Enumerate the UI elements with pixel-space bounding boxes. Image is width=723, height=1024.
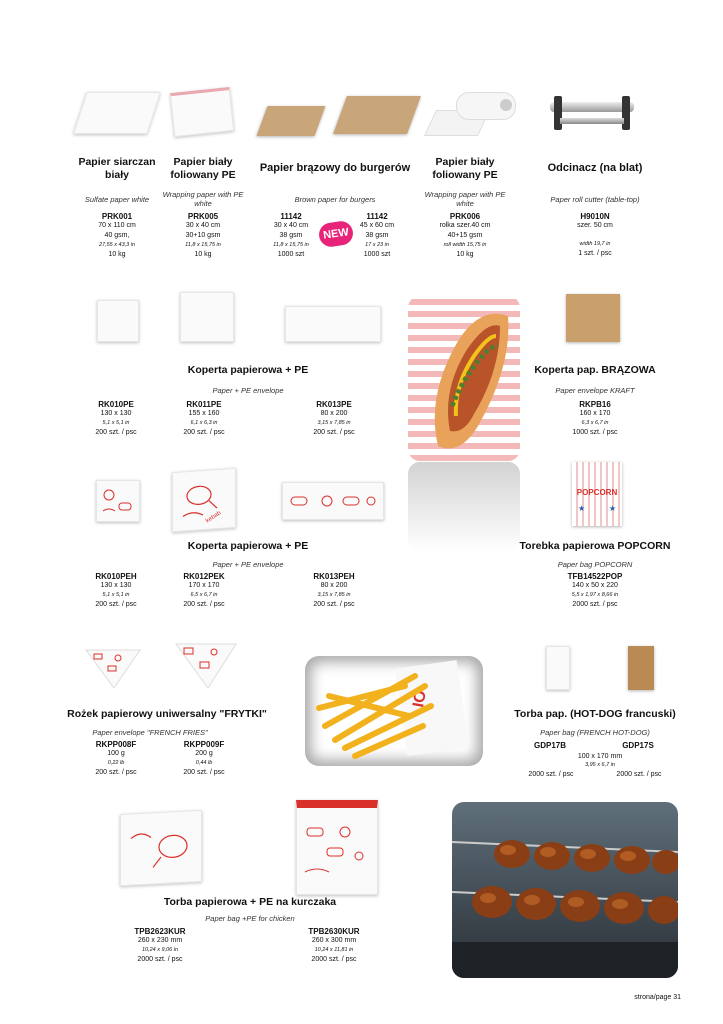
product-package: 200 szt. / psc bbox=[95, 769, 137, 776]
wrapping-paper-pe-subtitle: Wrapping paper with PE white bbox=[162, 190, 244, 208]
fries-cone-large-image bbox=[174, 640, 238, 690]
popcorn-bag-print: POPCORN bbox=[576, 488, 618, 497]
sulfate-paper-title: Papier siarczan biały bbox=[78, 156, 156, 181]
printed-envelope-hotdog-image bbox=[96, 480, 140, 522]
product-size: 80 x 200 bbox=[320, 582, 348, 589]
hotdog-bag-subtitle: Paper bag (FRENCH HOT-DOG) bbox=[540, 728, 650, 737]
roll-cutter-title: Odcinacz (na blat) bbox=[547, 162, 643, 174]
page-number: strona/page 31 bbox=[634, 994, 681, 1001]
pe-envelope-title: Koperta papierowa + PE bbox=[187, 364, 309, 376]
product-weight: 30+10 gsm bbox=[185, 232, 221, 239]
product-package: 2000 szt. / psc bbox=[137, 956, 183, 963]
product-size: 170 x 170 bbox=[188, 582, 220, 589]
roll-cutter-subtitle: Paper roll cutter (table-top) bbox=[550, 195, 640, 204]
product-size: 140 x 50 x 220 bbox=[572, 582, 618, 589]
wrapping-roll-subtitle: Wrapping paper with PE white bbox=[424, 190, 506, 208]
brown-paper-small-image bbox=[257, 106, 326, 136]
star-icon: ★ bbox=[578, 504, 586, 513]
product-size-inches: 6,5 x 6,7 in bbox=[190, 592, 218, 598]
envelope-medium-image bbox=[180, 292, 234, 342]
product-code: RK012PEK bbox=[183, 572, 225, 581]
product-size-inches: 3,15 x 7,85 in bbox=[317, 420, 351, 426]
product-package: 10 kg bbox=[456, 251, 474, 258]
product-size-inches: width 19,7 in bbox=[579, 241, 611, 247]
product-code: 11142 bbox=[280, 212, 302, 221]
product-size-inches: 3,15 x 7,85 in bbox=[317, 592, 351, 598]
product-code: RK013PE bbox=[316, 400, 352, 409]
product-package: 1000 szt. / psc bbox=[572, 429, 618, 436]
product-size-inches: 11,8 x 15,75 in bbox=[185, 242, 221, 248]
hotdog-photo bbox=[408, 296, 520, 461]
envelope-long-image bbox=[285, 306, 381, 342]
hotdog-reflection-area bbox=[408, 462, 520, 552]
product-code: RK013PEH bbox=[313, 572, 355, 581]
product-size: 80 x 200 bbox=[320, 410, 348, 417]
product-package: 200 szt. / psc bbox=[95, 429, 137, 436]
product-package: 200 szt. / psc bbox=[313, 429, 355, 436]
product-weight-lb: 0,22 lb bbox=[107, 760, 125, 766]
product-code: 11142 bbox=[366, 212, 388, 221]
product-size-inches: 10,24 x 9,06 in bbox=[141, 947, 179, 953]
product-size: 130 x 130 bbox=[100, 582, 132, 589]
wrapping-paper-pe-title: Papier biały foliowany PE bbox=[170, 156, 236, 181]
product-package: 2000 szt. / psc bbox=[528, 771, 574, 778]
product-package: 10 kg bbox=[108, 251, 126, 258]
star-icon: ★ bbox=[608, 504, 616, 513]
product-package: 200 szt. / psc bbox=[313, 601, 355, 608]
product-code: TPB2630KUR bbox=[308, 927, 360, 936]
product-size-inches: 5,5 x 1,97 x 8,66 in bbox=[571, 592, 619, 598]
roll-cutter-image bbox=[550, 96, 634, 136]
product-size: 70 x 110 cm bbox=[98, 222, 136, 229]
product-size-inches: 11,8 x 15,75 in bbox=[273, 242, 309, 248]
product-size-inches: 6,1 x 6,3 in bbox=[190, 420, 218, 426]
wrapping-paper-pe-image bbox=[170, 87, 234, 137]
sulfate-paper-subtitle: Sulfate paper white bbox=[84, 195, 150, 204]
product-size: 155 x 160 bbox=[188, 410, 220, 417]
product-size-inches: 5,1 x 5,1 in bbox=[102, 420, 130, 426]
brown-paper-title: Papier brązowy do burgerów bbox=[259, 162, 411, 174]
product-size-inches: roll width 15,75 in bbox=[443, 242, 487, 248]
product-weight: 40+15 gsm bbox=[447, 232, 483, 239]
product-size: 45 x 60 cm bbox=[359, 222, 395, 229]
product-code: RKPP008F bbox=[95, 740, 137, 749]
svg-text:IO: IO bbox=[410, 689, 430, 709]
product-weight: 100 g bbox=[107, 750, 125, 757]
kraft-envelope-subtitle: Paper envelope KRAFT bbox=[555, 386, 635, 395]
product-size-inches: 5,1 x 5,1 in bbox=[102, 592, 130, 598]
brown-paper-subtitle: Brown paper for burgers bbox=[294, 195, 376, 204]
chicken-bag-title: Torba papierowa + PE na kurczaka bbox=[163, 896, 337, 908]
product-code: GDP17B bbox=[533, 741, 566, 750]
fries-cone-title: Rożek papierowy uniwersalny "FRYTKI" bbox=[67, 708, 267, 720]
chicken-bag-subtitle: Paper bag +PE for chicken bbox=[205, 914, 295, 923]
product-size: 160 x 170 bbox=[579, 410, 611, 417]
product-code: RK010PE bbox=[98, 400, 134, 409]
pe-envelope-printed-title: Koperta papierowa + PE bbox=[187, 540, 309, 552]
product-package: 10 kg bbox=[194, 251, 212, 258]
hotdog-bag-white-image bbox=[546, 646, 570, 690]
french-fries-photo bbox=[305, 656, 483, 766]
kraft-envelope-image bbox=[566, 294, 620, 342]
product-code: TPB2623KUR bbox=[134, 927, 186, 936]
product-size-inches: 6,3 x 6,7 in bbox=[581, 420, 609, 426]
fries-cone-small-image bbox=[84, 646, 142, 690]
product-package: 2000 szt. / psc bbox=[572, 601, 618, 608]
product-size: szer. 50 cm bbox=[577, 222, 613, 229]
product-package: 1 szt. / psc bbox=[578, 250, 612, 257]
chicken-bag-small-image bbox=[120, 810, 202, 886]
product-code: PRK001 bbox=[101, 212, 133, 221]
product-weight: 38 gsm bbox=[365, 232, 389, 239]
product-size: 260 x 300 mm bbox=[311, 937, 357, 944]
printed-envelope-chicken-image bbox=[172, 468, 236, 532]
product-package: 200 szt. / psc bbox=[95, 601, 137, 608]
product-weight: 38 gsm bbox=[279, 232, 303, 239]
product-size: rolka szer.40 cm bbox=[439, 222, 491, 229]
fries-cone-subtitle: Paper envelope "FRENCH FRIES" bbox=[92, 728, 208, 737]
product-code: H9010N bbox=[580, 212, 610, 221]
product-code: RK010PEH bbox=[95, 572, 137, 581]
product-size: 30 x 40 cm bbox=[273, 222, 309, 229]
new-badge: NEW bbox=[317, 220, 354, 248]
hotdog-bag-brown-image bbox=[628, 646, 654, 690]
kraft-envelope-title: Koperta pap. BRĄZOWA bbox=[534, 364, 656, 376]
product-size-inches: 27,55 x 43,3 in bbox=[98, 242, 136, 248]
brown-paper-large-image bbox=[333, 96, 421, 134]
pe-envelope-subtitle: Paper + PE envelope bbox=[212, 386, 284, 395]
popcorn-bag-title: Torebka papierowa POPCORN bbox=[519, 540, 671, 552]
product-package: 200 szt. / psc bbox=[183, 769, 225, 776]
product-package: 200 szt. / psc bbox=[183, 429, 225, 436]
paper-roll-image bbox=[430, 92, 516, 136]
product-code: PRK005 bbox=[187, 212, 219, 221]
product-size: 260 x 230 mm bbox=[137, 937, 183, 944]
printed-envelope-long-image bbox=[282, 482, 384, 520]
hotdog-bag-title: Torba pap. (HOT-DOG francuski) bbox=[514, 708, 676, 720]
product-weight: 40 gsm, bbox=[104, 232, 130, 239]
chicken-bag-large-image bbox=[296, 800, 378, 895]
product-size: 30 x 40 cm bbox=[185, 222, 221, 229]
wrapping-roll-title: Papier biały foliowany PE bbox=[432, 156, 498, 181]
product-code: RKPB16 bbox=[579, 400, 611, 409]
product-size: 100 x 170 mm bbox=[577, 753, 623, 760]
product-package: 2000 szt. / psc bbox=[616, 771, 662, 778]
svg-text:kebab: kebab bbox=[205, 510, 223, 525]
product-package: 200 szt. / psc bbox=[183, 601, 225, 608]
product-code: RK011PE bbox=[186, 400, 222, 409]
popcorn-bag-subtitle: Paper bag POPCORN bbox=[557, 560, 633, 569]
product-package: 1000 szt bbox=[363, 251, 391, 258]
product-code: RKPP009F bbox=[183, 740, 225, 749]
product-size-inches: 10,24 x 11,81 in bbox=[314, 947, 354, 953]
product-weight: 200 g bbox=[195, 750, 213, 757]
product-package: 2000 szt. / psc bbox=[311, 956, 357, 963]
sulfate-paper-image bbox=[73, 92, 161, 134]
product-code: GDP17S bbox=[622, 741, 654, 750]
popcorn-bag-image bbox=[572, 462, 622, 526]
product-code: PRK006 bbox=[449, 212, 481, 221]
envelope-small-image bbox=[97, 300, 139, 342]
product-size-inches: 3,95 x 6,7 in bbox=[585, 762, 615, 768]
product-package: 1000 szt bbox=[277, 251, 305, 258]
product-code: TFB14522POP bbox=[567, 572, 623, 581]
product-size: 130 x 130 bbox=[100, 410, 132, 417]
product-size-inches: 17 x 23 in bbox=[365, 242, 389, 248]
rotisserie-chicken-photo bbox=[452, 802, 678, 978]
product-weight-lb: 0,44 lb bbox=[195, 760, 213, 766]
pe-envelope-printed-subtitle: Paper + PE envelope bbox=[212, 560, 284, 569]
